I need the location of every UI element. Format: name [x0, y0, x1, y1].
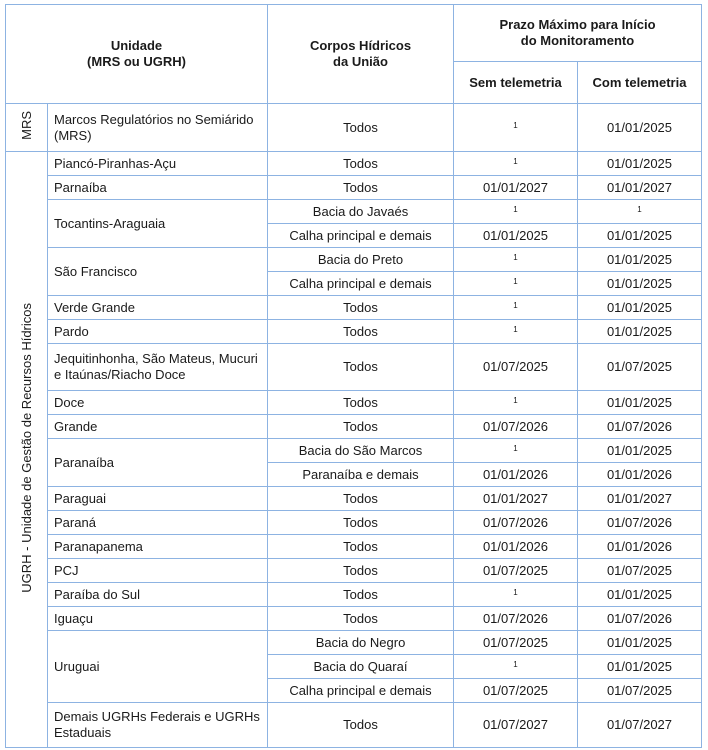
unit-cell: Paraná	[48, 511, 268, 535]
com-cell: 01/07/2025	[578, 344, 702, 391]
body-cell: Todos	[268, 391, 454, 415]
com-cell: 01/01/2025	[578, 152, 702, 176]
sem-cell	[454, 583, 578, 607]
group-mrs-label: MRS	[18, 111, 34, 140]
com-cell: 01/01/2025	[578, 631, 702, 655]
com-cell: 01/01/2027	[578, 487, 702, 511]
unit-cell: Parnaíba	[48, 176, 268, 200]
com-cell: 01/01/2026	[578, 535, 702, 559]
com-cell: 01/01/2025	[578, 224, 702, 248]
sem-cell: 01/01/2027	[454, 487, 578, 511]
body-cell: Todos	[268, 487, 454, 511]
body-cell: Todos	[268, 320, 454, 344]
footnote-mark: 1	[513, 276, 518, 286]
com-cell: 01/07/2026	[578, 607, 702, 631]
body-cell: Calha principal e demais	[268, 272, 454, 296]
sem-cell	[454, 320, 578, 344]
com-cell: 01/01/2025	[578, 272, 702, 296]
group-mrs	[6, 104, 48, 152]
sem-cell	[454, 296, 578, 320]
unit-cell: Jequitinhonha, São Mateus, Mucuri e Itaúnas/Riacho Doce	[48, 344, 268, 391]
header-com-telemetria: Com telemetria	[578, 62, 702, 104]
sem-cell: 01/01/2026	[454, 535, 578, 559]
footnote-mark: 1	[513, 443, 518, 453]
unit-cell: Paraguai	[48, 487, 268, 511]
unit-cell: Paranaíba	[48, 439, 268, 487]
com-cell: 01/01/2025	[578, 296, 702, 320]
body-cell: Todos	[268, 559, 454, 583]
sem-cell: 01/01/2026	[454, 463, 578, 487]
unit-cell: Demais UGRHs Federais e UGRHs Estaduais	[48, 703, 268, 748]
sem-cell	[454, 152, 578, 176]
sem-cell	[454, 655, 578, 679]
sem-cell: 01/07/2025	[454, 679, 578, 703]
body-cell: Bacia do Quaraí	[268, 655, 454, 679]
body-cell: Todos	[268, 176, 454, 200]
group-ugrh-label: UGRH - Unidade de Gestão de Recursos Hídricos	[18, 302, 34, 593]
unit-cell: Pardo	[48, 320, 268, 344]
unit-cell: Iguaçu	[48, 607, 268, 631]
body-cell: Paranaíba e demais	[268, 463, 454, 487]
unit-cell: Uruguai	[48, 631, 268, 703]
header-unidade-title: Unidade	[110, 38, 163, 53]
body-cell: Todos	[268, 703, 454, 748]
body-cell: Bacia do Negro	[268, 631, 454, 655]
group-ugrh	[6, 152, 48, 748]
body-cell: Bacia do Preto	[268, 248, 454, 272]
footnote-mark: 1	[513, 204, 518, 214]
com-cell: 01/01/2027	[578, 176, 702, 200]
sem-cell: 01/01/2025	[454, 224, 578, 248]
body-cell: Todos	[268, 344, 454, 391]
com-cell: 01/01/2025	[578, 439, 702, 463]
com-cell: 01/01/2026	[578, 463, 702, 487]
sem-cell: 01/07/2026	[454, 415, 578, 439]
unit-cell: Tocantins-Araguaia	[48, 200, 268, 248]
body-cell: Calha principal e demais	[268, 224, 454, 248]
sem-cell: 01/07/2026	[454, 607, 578, 631]
body-cell: Todos	[268, 296, 454, 320]
footnote-mark: 1	[513, 300, 518, 310]
com-cell: 01/01/2025	[578, 391, 702, 415]
com-cell: 01/07/2025	[578, 679, 702, 703]
monitoring-deadline-table	[5, 4, 702, 748]
com-cell: 01/01/2025	[578, 320, 702, 344]
header-sem-telemetria: Sem telemetria	[454, 62, 578, 104]
header-unidade	[6, 5, 268, 104]
com-cell: 01/01/2025	[578, 655, 702, 679]
header-corpos-subtitle: da União	[333, 54, 388, 69]
body-cell: Todos	[268, 607, 454, 631]
unit-cell: Verde Grande	[48, 296, 268, 320]
com-cell: 01/07/2026	[578, 511, 702, 535]
com-cell: 01/01/2025	[578, 104, 702, 152]
unit-cell: PCJ	[48, 559, 268, 583]
sem-cell	[454, 248, 578, 272]
unit-cell: São Francisco	[48, 248, 268, 296]
com-cell: 01/07/2025	[578, 559, 702, 583]
com-cell: 01/01/2025	[578, 583, 702, 607]
header-corpos-title: Corpos Hídricos	[309, 38, 412, 53]
sem-cell	[454, 439, 578, 463]
sem-cell	[454, 200, 578, 224]
sem-cell: 01/07/2025	[454, 559, 578, 583]
footnote-mark: 1	[513, 324, 518, 334]
footnote-mark: 1	[637, 204, 642, 214]
body-cell: Todos	[268, 104, 454, 152]
body-cell: Todos	[268, 511, 454, 535]
footnote-mark: 1	[513, 395, 518, 405]
body-cell: Todos	[268, 535, 454, 559]
sem-cell: 01/07/2026	[454, 511, 578, 535]
com-cell	[578, 200, 702, 224]
unit-cell: Paranapanema	[48, 535, 268, 559]
unit-cell: Doce	[48, 391, 268, 415]
footnote-mark: 1	[513, 587, 518, 597]
header-corpos	[268, 5, 454, 104]
footnote-mark: 1	[513, 252, 518, 262]
body-cell: Todos	[268, 152, 454, 176]
sem-cell: 01/01/2027	[454, 176, 578, 200]
header-prazo-title: Prazo Máximo para Início	[499, 17, 656, 32]
unit-cell: Paraíba do Sul	[48, 583, 268, 607]
unit-cell: Marcos Regulatórios no Semiárido (MRS)	[48, 104, 268, 152]
unit-cell: Piancó-Piranhas-Açu	[48, 152, 268, 176]
header-unidade-subtitle: (MRS ou UGRH)	[87, 54, 186, 69]
unit-cell: Grande	[48, 415, 268, 439]
sem-cell	[454, 272, 578, 296]
sem-cell: 01/07/2025	[454, 631, 578, 655]
body-cell: Todos	[268, 583, 454, 607]
sem-cell: 01/07/2025	[454, 344, 578, 391]
body-cell: Todos	[268, 415, 454, 439]
com-cell: 01/07/2026	[578, 415, 702, 439]
body-cell: Bacia do São Marcos	[268, 439, 454, 463]
footnote-mark: 1	[513, 156, 518, 166]
sem-cell: 01/07/2027	[454, 703, 578, 748]
header-prazo	[454, 5, 702, 62]
body-cell: Bacia do Javaés	[268, 200, 454, 224]
sem-cell	[454, 104, 578, 152]
footnote-mark: 1	[513, 659, 518, 669]
sem-cell	[454, 391, 578, 415]
com-cell: 01/01/2025	[578, 248, 702, 272]
body-cell: Calha principal e demais	[268, 679, 454, 703]
footnote-mark: 1	[513, 120, 518, 130]
com-cell: 01/07/2027	[578, 703, 702, 748]
header-prazo-subtitle: do Monitoramento	[520, 33, 635, 48]
